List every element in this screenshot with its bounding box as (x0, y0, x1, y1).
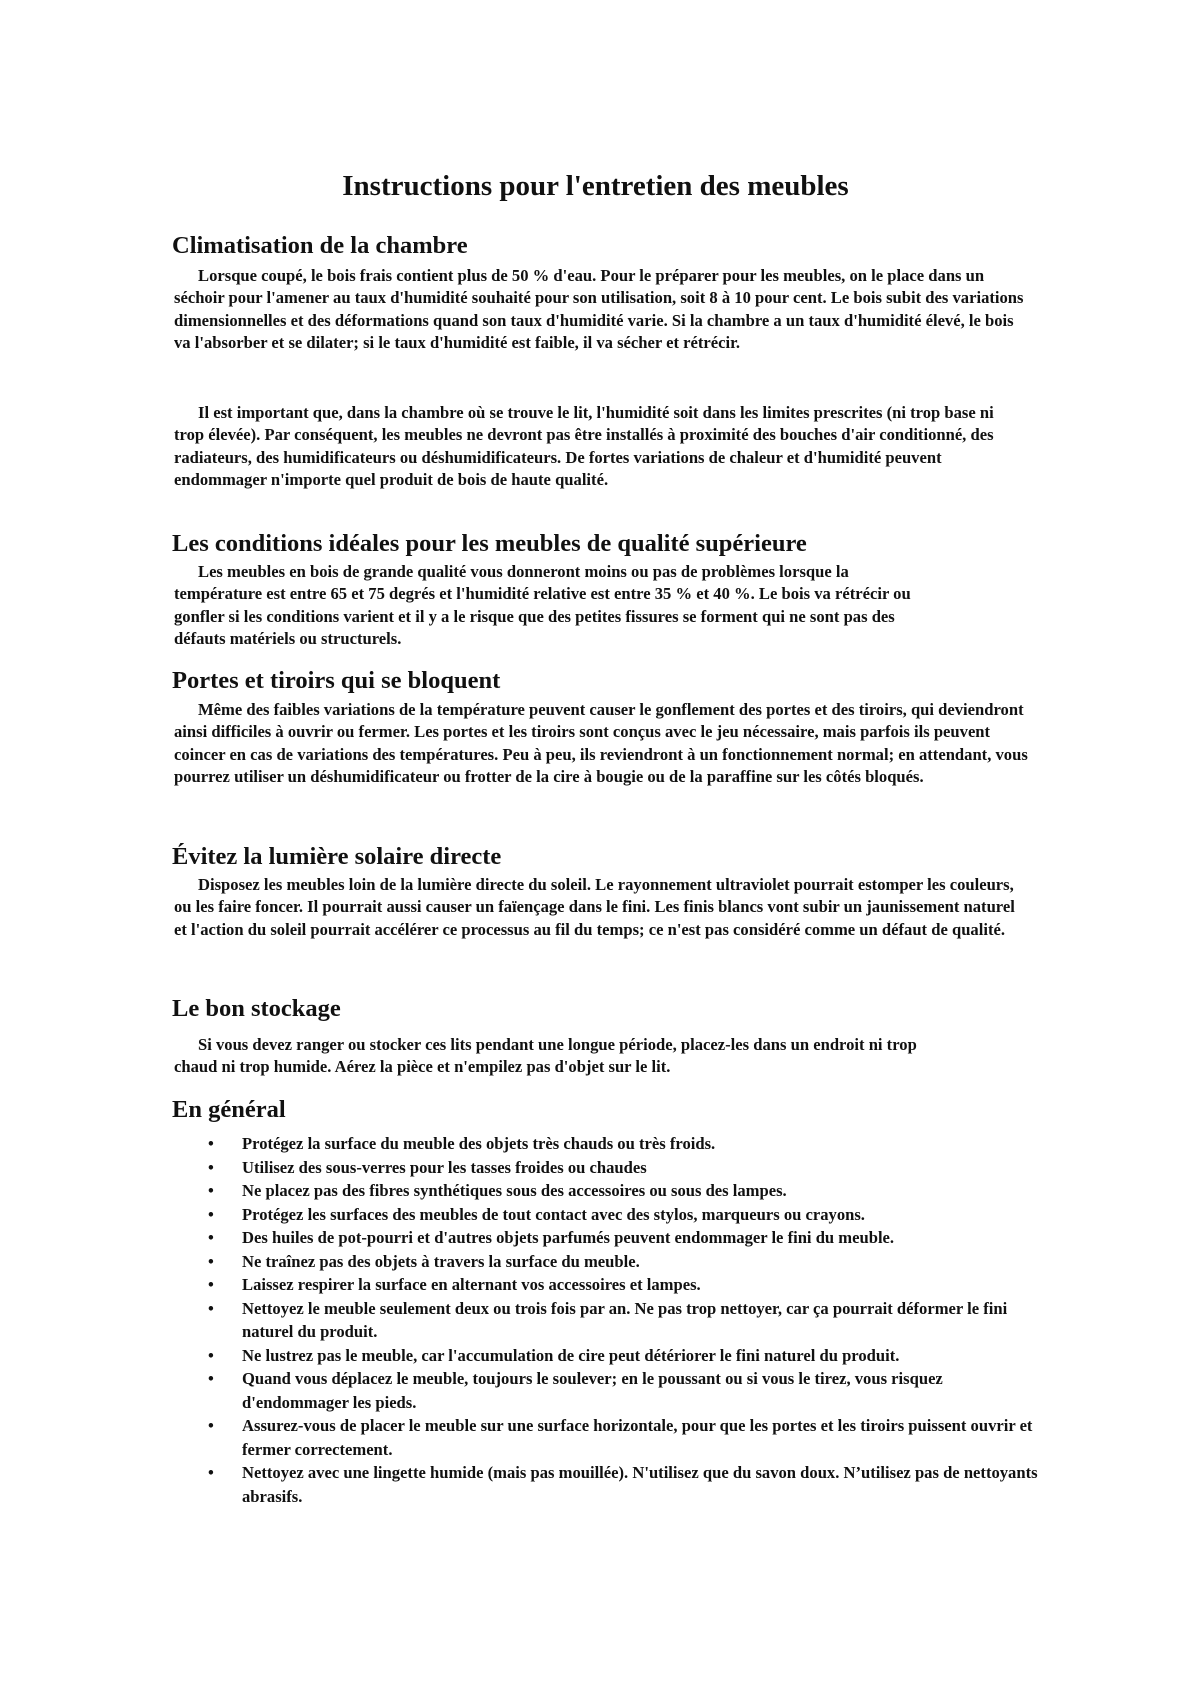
paragraph-climatisation-1: Lorsque coupé, le bois frais contient plus de 50 % d'eau. Pour le préparer pour les meubles, on le place dans un séchoir pour l'amener au taux d'humidité souhaité pour son utilisation, soit 8 à 10 pour cent. Le bois subit des variations dimensionnelles et des déformations quand son taux d'humidité varie. Si la chambre a un taux d'humidité élevé, le bois va l'absorber et se dilater; si le taux d'humidité est faible, il va sécher et rétrécir. (174, 266, 1024, 353)
section-heading-en-general: En général (172, 1096, 286, 1123)
section-heading-portes-tiroirs: Portes et tiroirs qui se bloquent (172, 667, 501, 694)
list-item: • Quand vous déplacez le meuble, toujours le soulever; en le poussant ou si vous le tirez, vous risquez d'endommager les pieds. (208, 1369, 943, 1412)
bullet-icon: • (208, 1181, 214, 1200)
bullet-icon: • (208, 1369, 214, 1388)
section-heading-conditions-ideales: Les conditions idéales pour les meubles de qualité supérieure (172, 530, 807, 557)
list-item: • Assurez-vous de placer le meuble sur une surface horizontale, pour que les portes et les tiroirs puissent ouvrir et fermer correctement. (208, 1416, 1033, 1459)
paragraph-stockage: Si vous devez ranger ou stocker ces lits pendant une longue période, placez-les dans un endroit ni trop chaud ni trop humide. Aérez la pièce et n'empilez pas d'objet sur le lit. (174, 1035, 917, 1077)
bullet-icon: • (208, 1275, 214, 1294)
paragraph-lumiere-solaire: Disposez les meubles loin de la lumière directe du soleil. Le rayonnement ultraviolet pourrait estomper les couleurs, ou les faire foncer. Il pourrait aussi causer un faïençage dans le fini. Les finis blancs vont subir un jaunissement naturel et l'action du soleil pourrait accélérer ce processus au fil du temps; ce n'est pas considéré comme un défaut de qualité. (174, 875, 1015, 939)
bullet-icon: • (208, 1134, 214, 1153)
paragraph-climatisation-2: Il est important que, dans la chambre où se trouve le lit, l'humidité soit dans les limites prescrites (ni trop base ni trop élevée). Par conséquent, les meubles ne devront pas être installés à proximité des bouches d'air conditionné, des radiateurs, des humidificateurs ou déshumidificateurs. De fortes variations de chaleur et d'humidité peuvent endommager n'importe quel produit de bois de haute qualité. (174, 403, 994, 490)
bullet-icon: • (208, 1463, 214, 1482)
list-item: • Nettoyez le meuble seulement deux ou trois fois par an. Ne pas trop nettoyer, car ça pourrait déformer le fini naturel du produit. (208, 1298, 1008, 1341)
list-item: • Ne placez pas des fibres synthétiques sous des accessoires ou sous des lampes. (208, 1179, 1048, 1203)
list-item: • Protégez les surfaces des meubles de tout contact avec des stylos, marqueurs ou crayons. (208, 1203, 1048, 1227)
list-item: • Ne traînez pas des objets à travers la surface du meuble. (208, 1250, 1048, 1274)
list-item: • Nettoyez avec une lingette humide (mais pas mouillée). N'utilisez que du savon doux. N’utilisez pas de nettoyants abrasifs. (208, 1463, 1038, 1506)
list-item: • Laissez respirer la surface en alternant vos accessoires et lampes. (208, 1273, 1048, 1297)
list-item: • Ne lustrez pas le meuble, car l'accumulation de cire peut détériorer le fini naturel du produit. (208, 1344, 1048, 1368)
list-item: • Protégez la surface du meuble des objets très chauds ou très froids. (208, 1132, 1048, 1156)
section-heading-climatisation: Climatisation de la chambre (172, 232, 468, 259)
bullet-icon: • (208, 1157, 214, 1177)
section-heading-lumiere-solaire: Évitez la lumière solaire directe (172, 843, 502, 870)
paragraph-portes-tiroirs: Même des faibles variations de la température peuvent causer le gonflement des portes et des tiroirs, qui deviendront ainsi difficiles à ouvrir ou fermer. Les portes et les tiroirs sont conçus avec le jeu nécessaire, mais parfois ils peuvent coincer en cas de variations des températures. Peu à peu, ils reviendront à un fonctionnement normal; en attendant, vous pourrez utiliser un déshumidificateur ou frotter de la cire à bougie ou de la paraffine sur les côtés bloqués. (174, 700, 1028, 787)
bullet-icon: • (208, 1298, 214, 1318)
section-heading-stockage: Le bon stockage (172, 995, 341, 1022)
bullet-icon: • (208, 1251, 214, 1271)
bullet-icon: • (208, 1228, 214, 1247)
list-item: • Utilisez des sous-verres pour les tasses froides ou chaudes (208, 1156, 1048, 1180)
page-title: Instructions pour l'entretien des meubles (342, 170, 849, 202)
list-item: • Des huiles de pot-pourri et d'autres objets parfumés peuvent endommager le fini du meuble. (208, 1226, 1048, 1250)
paragraph-conditions-ideales: Les meubles en bois de grande qualité vous donneront moins ou pas de problèmes lorsque la température est entre 65 et 75 degrés et l'humidité relative est entre 35 % et 40 %. Le bois va rétrécir ou gonfler si les conditions varient et il y a le risque que des petites fissures se forment qui ne sont pas des défauts matériels ou structurels. (174, 562, 911, 649)
bullet-icon: • (208, 1204, 214, 1224)
bullet-list-en-general (208, 1132, 1048, 1508)
bullet-icon: • (208, 1345, 214, 1365)
bullet-icon: • (208, 1416, 214, 1435)
